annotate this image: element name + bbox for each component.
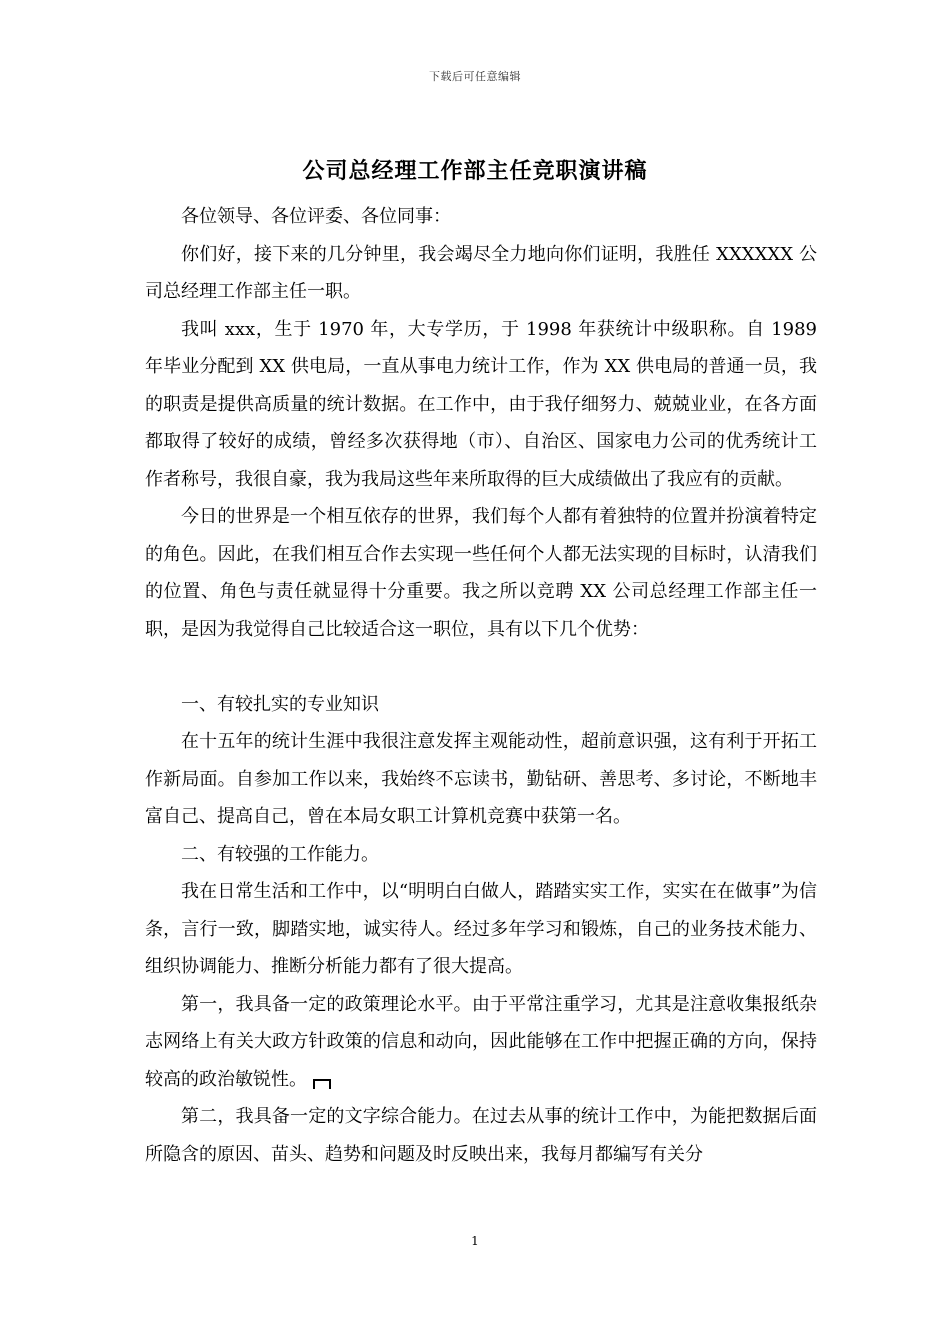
- section-heading-ability: 二、有较强的工作能力。: [181, 843, 379, 865]
- edit-mark-icon: [313, 1079, 331, 1089]
- page-header: 下载后可任意编辑: [429, 70, 521, 83]
- paragraph-greeting: 你们好，接下来的几分钟里，我会竭尽全力地向你们证明，我胜任 XXXXXX 公司总经理工作部主任一职。: [145, 243, 817, 302]
- salutation: 各位领导、各位评委、各位同事：: [181, 206, 451, 227]
- section-heading-knowledge: 一、有较扎实的专业知识: [181, 693, 379, 715]
- page-number: 1: [471, 1234, 479, 1248]
- paragraph-motivation: 今日的世界是一个相互依存的世界，我们每个人都有着独特的位置并扮演着特定的角色。因此，在我们相互合作去实现一些任何个人都无法实现的目标时，认清我们的位置、角色与责任就显得十分重要。我之所以竞聘 XX 公司总经理工作部主任一职，是因为我觉得自己比较适合这一职位，具有以下几个优势：: [145, 506, 817, 640]
- paragraph-writing: 第二，我具备一定的文字综合能力。在过去从事的统计工作中，为能把数据后面所隐含的原因、苗头、趋势和问题及时反映出来，我每月都编写有关分: [145, 1106, 817, 1165]
- paragraph-policy-text: 第一，我具备一定的政策理论水平。由于平常注重学习，尤其是注意收集报纸杂志网络上有关大政方针政策的信息和动向，因此能够在工作中把握正确的方向，保持较高的政治敏锐性。: [145, 993, 817, 1090]
- paragraph-self-intro: 我叫 xxx，生于 1970 年，大专学历，于 1998 年获统计中级职称。自 1989 年毕业分配到 XX 供电局，一直从事电力统计工作，作为 XX 供电局的普通一员，我的职责是提供高质量的统计数据。在工作中，由于我仔细努力、兢兢业业，在各方面都取得了较好的成绩，曾经多次获得地（市）、自治区、国家电力公司的优秀统计工作者称号，我很自豪，我为我局这些年来所取得的巨大成绩做出了我应有的贡献。: [145, 318, 817, 490]
- paragraph-policy: [145, 986, 817, 1099]
- document-title: 公司总经理工作部主任竞职演讲稿: [302, 158, 648, 184]
- document-body: [145, 198, 817, 1173]
- paragraph-knowledge: 在十五年的统计生涯中我很注意发挥主观能动性，超前意识强，这有利于开拓工作新局面。自参加工作以来，我始终不忘读书，勤钻研、善思考、多讨论，不断地丰富自己、提高自己，曾在本局女职工计算机竞赛中获第一名。: [145, 731, 817, 827]
- paragraph-ability: 我在日常生活和工作中，以“明明白白做人，踏踏实实工作，实实在在做事”为信条，言行一致，脚踏实地，诚实待人。经过多年学习和锻炼，自己的业务技术能力、组织协调能力、推断分析能力都有了很大提高。: [145, 881, 817, 977]
